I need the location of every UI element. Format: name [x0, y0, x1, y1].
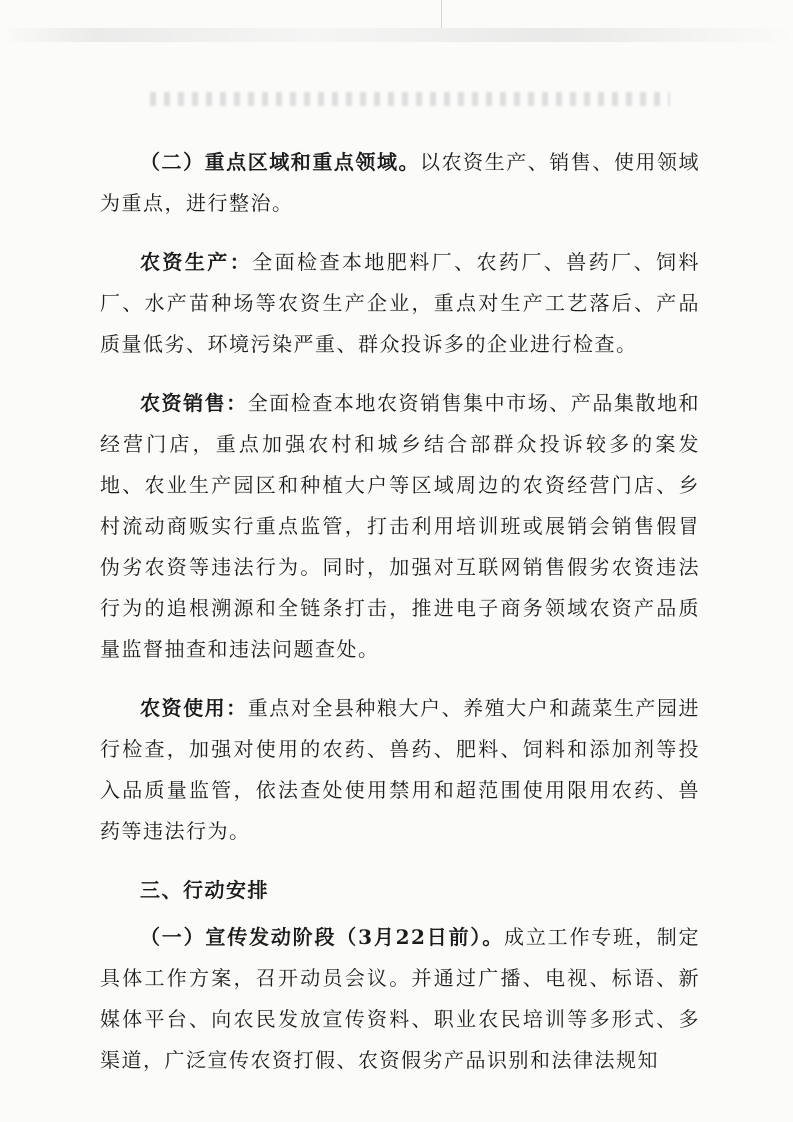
scan-header-noise — [0, 28, 793, 42]
paragraph-stage-one — [100, 917, 700, 1081]
paragraph-lead: 农资生产： — [140, 250, 253, 274]
paragraph-text: 以农资生产、销售、使用领域为重点，进行整治。 — [100, 150, 701, 215]
paragraph-lead: （一）宣传发动阶段（3月22日前）。 — [140, 925, 505, 949]
paragraph-text: 重点对全县种粮大户、养殖大户和蔬菜生产园进行检查，加强对使用的农药、兽药、肥料、饲料和添加剂等投入品质量监管，依法查处使用禁用和超范围使用限用农药、兽药等违法行为。 — [100, 696, 701, 843]
scan-fold-line — [441, 0, 442, 28]
paragraph-usage — [100, 688, 700, 852]
paragraph-key-areas — [100, 142, 700, 224]
paragraph-lead: （二）重点区域和重点领域。 — [140, 150, 421, 174]
paragraph-text: 成立工作专班，制定具体工作方案，召开动员会议。并通过广播、电视、标语、新媒体平台、向农民发放宣传资料、职业农民培训等多形式、多渠道，广泛宣传农资打假、农资假劣产品识别和法律法规知 — [100, 925, 701, 1072]
section-heading-action-plan: 三、行动安排 — [140, 878, 269, 902]
paragraph-text: 全面检查本地肥料厂、农药厂、兽药厂、饲料厂、水产苗种场等农资生产企业，重点对生产工艺落后、产品质量低劣、环境污染严重、群众投诉多的企业进行检查。 — [100, 250, 700, 356]
scan-bleed-through — [150, 92, 670, 106]
document-body — [100, 142, 700, 1081]
paragraph-production — [100, 242, 700, 365]
paragraph-sales — [100, 383, 700, 670]
paragraph-lead: 农资使用： — [140, 696, 248, 720]
paragraph-lead: 农资销售： — [140, 391, 248, 415]
paragraph-text: 全面检查本地农资销售集中市场、产品集散地和经营门店，重点加强农村和城乡结合部群众投诉较多的案发地、农业生产园区和种植大户等区域周边的农资经营门店、乡村流动商贩实行重点监管，打击利用培训班或展销会销售假冒伪劣农资等违法行为。同时，加强对互联网销售假劣农资违法行为的追根溯源和全链条打击，推进电子商务领域农资产品质量监督抽查和违法问题查处。 — [100, 391, 701, 661]
